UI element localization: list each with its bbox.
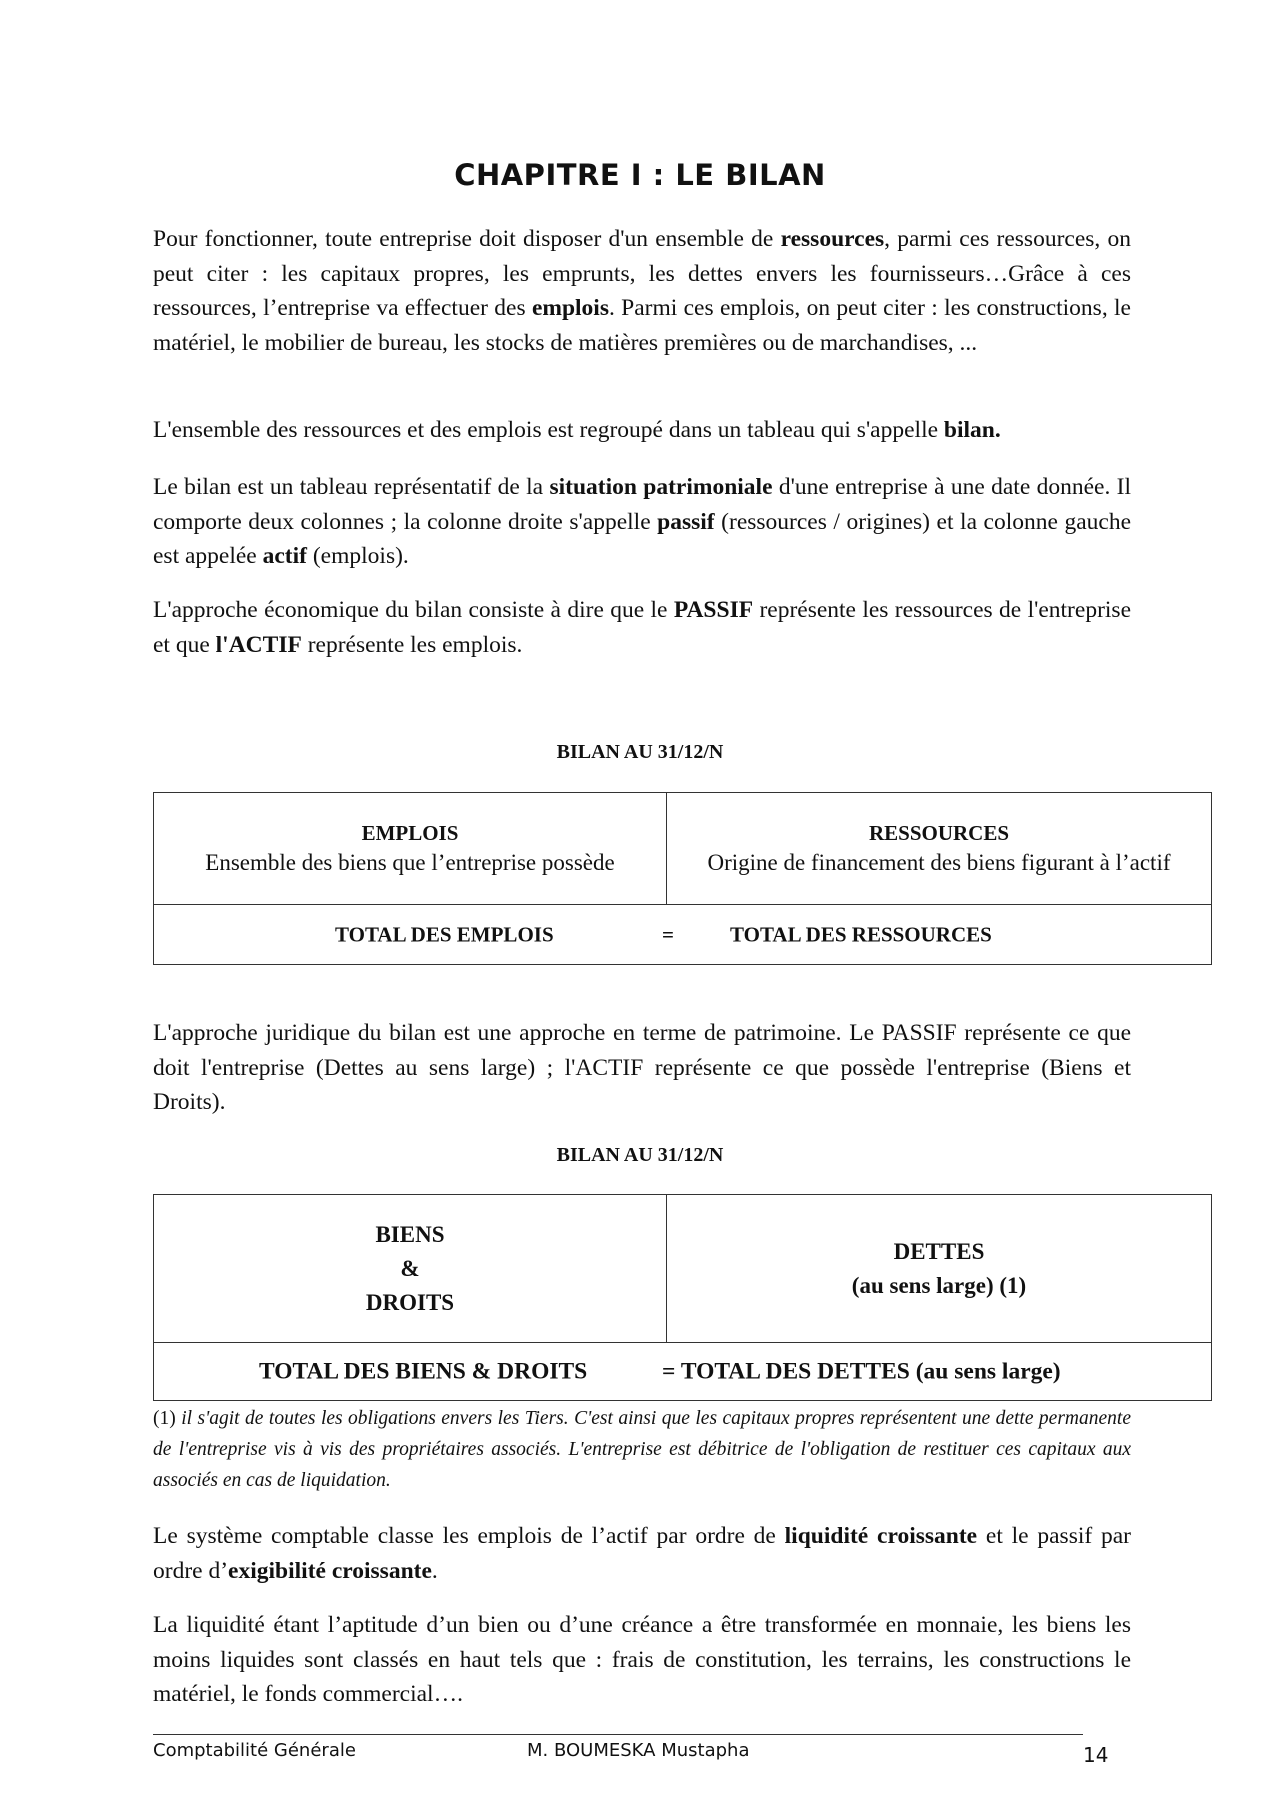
bold-term: bilan. <box>943 417 1001 443</box>
ressources-heading: RESSOURCES <box>868 821 1010 845</box>
biens-droits-cell <box>154 1195 667 1343</box>
paragraph-bilan-definition <box>153 413 1131 448</box>
total-biens-droits: TOTAL DES BIENS & DROITS <box>259 1358 588 1384</box>
footer-course-title: Comptabilité Générale <box>153 1740 356 1761</box>
bold-term: PASSIF <box>673 597 754 623</box>
bold-term: situation patrimoniale <box>549 474 773 500</box>
footer-author: M. BOUMESKA Mustapha <box>527 1740 750 1761</box>
bold-term: exigibilité croissante <box>228 1557 432 1584</box>
table1-total-row <box>154 905 1212 965</box>
bilan-table-economique <box>153 792 1212 965</box>
text-run: . <box>431 1557 438 1584</box>
biens-heading: BIENS <box>375 1221 445 1247</box>
droits-heading: DROITS <box>365 1289 455 1315</box>
paragraph-approche-economique <box>153 593 1131 662</box>
text-run: représente les ressources de l'entreprise et que <box>153 597 1131 658</box>
total-dettes: = TOTAL DES DETTES (au sens large) <box>662 1358 1061 1384</box>
footnote-text: il s'agit de toutes les obligations envers les Tiers. C'est ainsi que les capitaux propres représentent une dette permanente de l'entreprise vis à vis des propriétaires associés. L'entreprise est débitrice de l'obligation de restituer ces capitaux aux associés en cas de liquidation. <box>153 1408 1131 1491</box>
total-ressources: TOTAL DES RESSOURCES <box>730 922 992 946</box>
text-run: (emplois). <box>306 543 409 569</box>
page-number: 14 <box>1083 1743 1109 1767</box>
emplois-cell <box>154 793 667 905</box>
equals-sign: = <box>662 922 674 946</box>
ressources-cell <box>667 793 1212 905</box>
footnote <box>153 1403 1131 1496</box>
bold-term: actif <box>262 543 307 569</box>
text-run: et le passif par ordre d’ <box>153 1523 1131 1584</box>
paragraph-approche-juridique <box>153 1016 1131 1120</box>
emplois-heading: EMPLOIS <box>361 821 459 845</box>
bold-term: emplois <box>531 295 609 321</box>
paragraph-situation-patrimoniale <box>153 470 1131 574</box>
text-run: Pour fonctionner, toute entreprise doit disposer d'un ensemble de <box>153 226 781 252</box>
text-run: L'ensemble des ressources et des emplois est regroupé dans un tableau qui s'appelle <box>153 417 944 443</box>
table2-caption: BILAN AU 31/12/N <box>556 1144 724 1166</box>
text-run: Le bilan est un tableau représentatif de la <box>153 474 550 500</box>
bold-term: passif <box>657 508 715 535</box>
emplois-description: Ensemble des biens que l’entreprise possède <box>205 850 615 875</box>
text-run: (ressources / origines) et la colonne gauche est appelée <box>153 508 1131 569</box>
paragraph-intro <box>153 222 1131 360</box>
text-run: L'approche juridique du bilan est une approche en terme de patrimoine. Le PASSIF représente ce que doit l'entreprise (Dettes au sens large) ; l'ACTIF représente ce que possède l'entreprise (Biens et Droits). <box>153 1020 1131 1115</box>
ampersand: & <box>400 1255 420 1281</box>
dettes-subheading: (au sens large) (1) <box>851 1272 1027 1298</box>
dettes-cell <box>667 1195 1212 1343</box>
text-run: d'une entreprise à une date donnée. Il comporte deux colonnes ; la colonne droite s'appelle <box>153 474 1132 535</box>
text-run: La liquidité étant l’aptitude d’un bien ou d’une créance a être transformée en monnaie, les biens les moins liquides sont classés en haut tels que : frais de constitution, les terrains, les constructions le matériel, le fonds commercial…. <box>153 1612 1131 1707</box>
paragraph-classement <box>153 1519 1131 1588</box>
paragraph-liquidite <box>153 1608 1131 1712</box>
text-run: Le système comptable classe les emplois de l’actif par ordre de <box>153 1523 785 1549</box>
table2-total-row <box>154 1343 1212 1401</box>
bold-term: liquidité croissante <box>784 1523 978 1549</box>
ressources-description: Origine de financement des biens figurant à l’actif <box>707 850 1171 875</box>
text-run: , parmi ces ressources, on peut citer : les capitaux propres, les emprunts, les dettes envers les fournisseurs…Grâce à ces ressources, l’entreprise va effectuer des <box>153 226 1131 321</box>
text-run: . Parmi ces emplois, on peut citer : les constructions, le matériel, le mobilier de bureau, les stocks de matières premières ou de marchandises, ... <box>153 295 1131 356</box>
total-emplois: TOTAL DES EMPLOIS <box>335 922 554 946</box>
bold-term: l'ACTIF <box>215 631 302 658</box>
table1-caption: BILAN AU 31/12/N <box>556 741 724 763</box>
bold-term: ressources <box>780 226 885 252</box>
bilan-table-juridique <box>153 1194 1212 1401</box>
chapter-title: CHAPITRE I : LE BILAN <box>454 158 826 192</box>
footnote-marker: (1) <box>153 1408 182 1429</box>
text-run: représente les emplois. <box>301 631 523 658</box>
dettes-heading: DETTES <box>893 1238 985 1264</box>
text-run: L'approche économique du bilan consiste à dire que le <box>153 597 674 623</box>
footer-divider <box>153 1734 1083 1735</box>
